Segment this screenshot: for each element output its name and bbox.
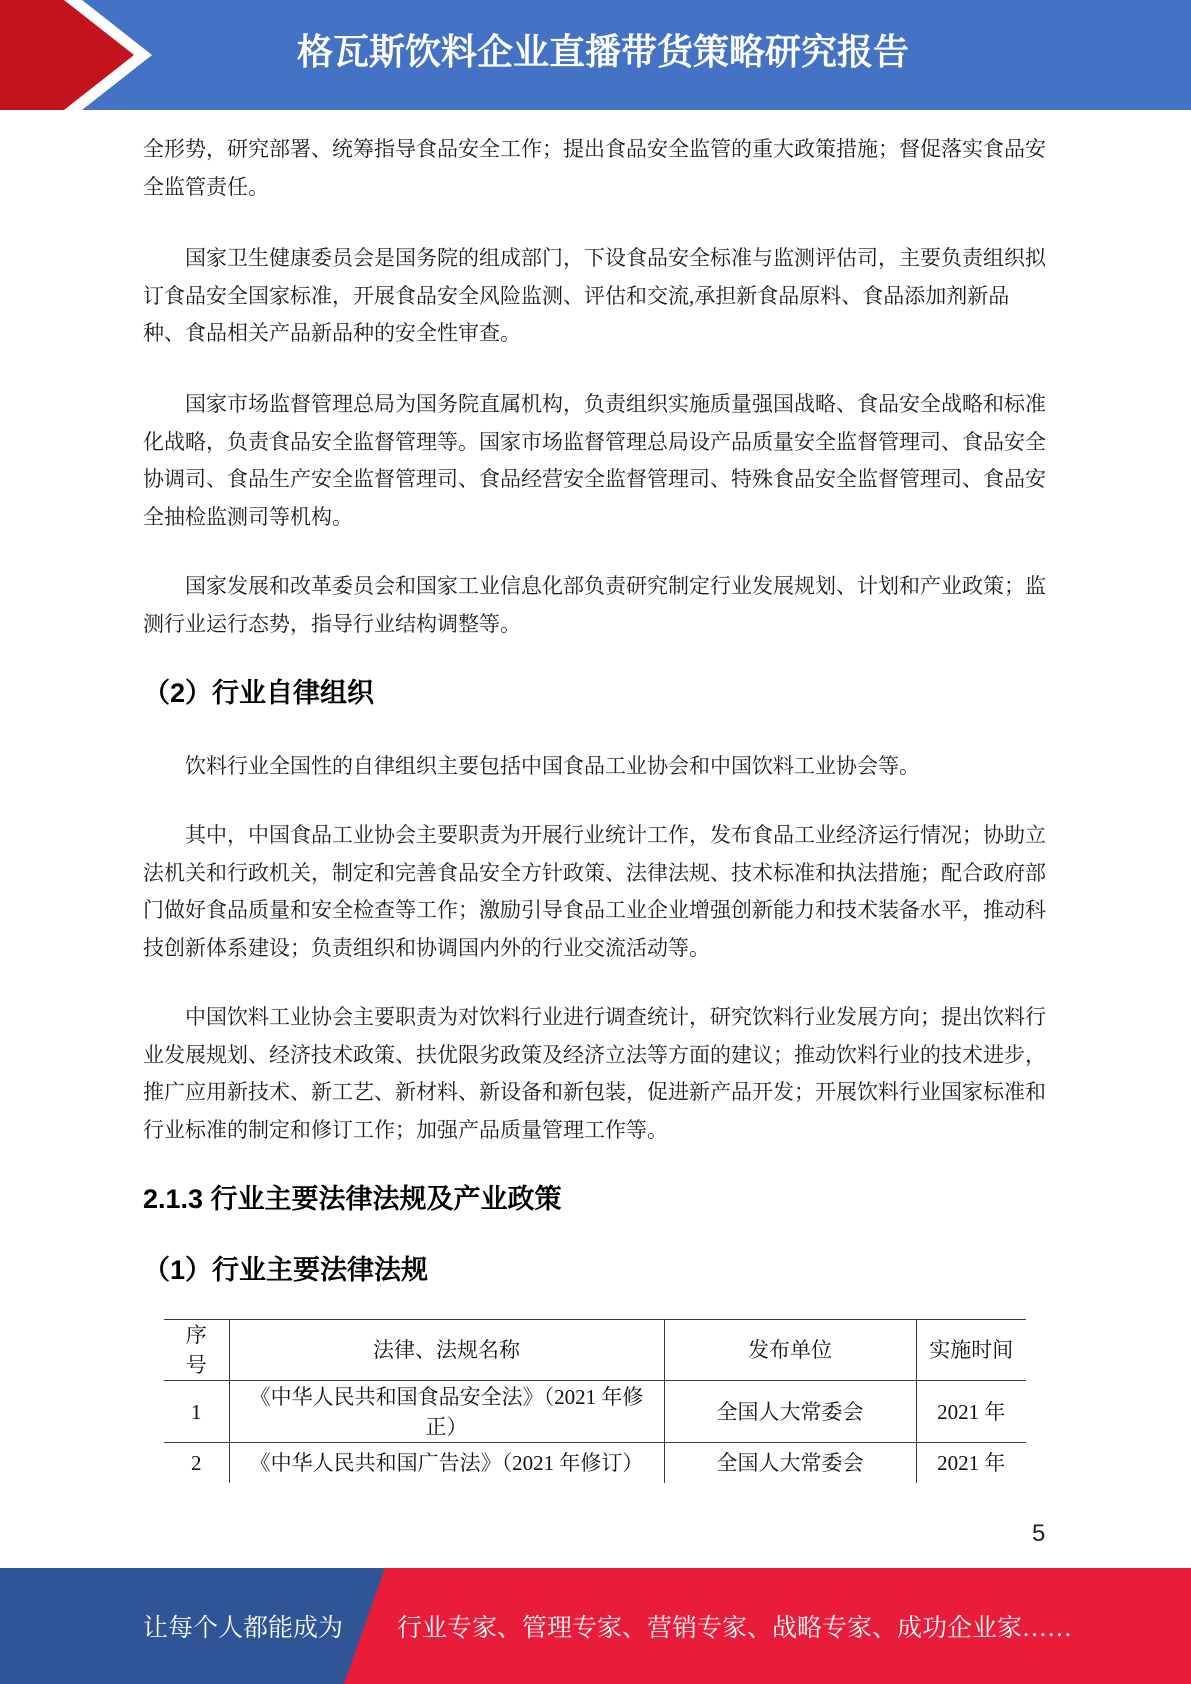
column-header-index: 序号	[164, 1320, 229, 1381]
table-cell-law-name: 《中华人民共和国食品安全法》（2021 年修正）	[229, 1381, 664, 1443]
section-heading-laws: （1）行业主要法律法规	[143, 1255, 429, 1285]
table-cell-index: 1	[164, 1381, 229, 1443]
table-header-row	[164, 1320, 1026, 1381]
body-paragraph: 中国饮料工业协会主要职责为对饮料行业进行调查统计，研究饮料行业发展方向；提出饮料行业发展规划、经济技术政策、扶优限劣政策及经济立法等方面的建议；推动饮料行业的技术进步，推广应用新技术、新工艺、新材料、新设备和新包装，促进新产品开发；开展饮料行业国家标准和行业标准的制定和修订工作；加强产品质量管理工作等。	[143, 1005, 1046, 1143]
report-footer	[0, 1568, 1191, 1684]
section-heading-laws-policies: 2.1.3 行业主要法律法规及产业政策	[143, 1184, 562, 1214]
table-cell-index: 2	[164, 1443, 229, 1483]
body-paragraph: 其中，中国食品工业协会主要职责为开展行业统计工作，发布食品工业经济运行情况；协助立法机关和行政机关，制定和完善食品安全方针政策、法律法规、技术标准和执法措施；配合政府部门做好食品质量和安全检查等工作；激励引导食品工业企业增强创新能力和技术装备水平，推动科技创新体系建设；负责组织和协调国内外的行业交流活动等。	[143, 823, 1046, 961]
chevron-red-shape	[0, 0, 134, 110]
table-row	[164, 1381, 1026, 1443]
column-header-effective-date: 实施时间	[916, 1320, 1026, 1381]
footer-slogan-roles: 行业专家、管理专家、营销专家、战略专家、成功企业家……	[397, 1615, 1073, 1642]
table-row	[164, 1443, 1026, 1483]
body-paragraph: 饮料行业全国性的自律组织主要包括中国食品工业协会和中国饮料工业协会等。	[185, 754, 920, 778]
table-cell-issuer: 全国人大常委会	[664, 1443, 916, 1483]
report-header	[0, 0, 1191, 110]
body-paragraph: 国家发展和改革委员会和国家工业信息化部负责研究制定行业发展规划、计划和产业政策；监测行业运行态势，指导行业结构调整等。	[143, 574, 1046, 636]
body-paragraph: 全形势，研究部署、统筹指导食品安全工作；提出食品安全监管的重大政策措施；督促落实食品安全监管责任。	[143, 137, 1046, 199]
footer-slogan-lead: 让每个人都能成为	[143, 1615, 344, 1642]
body-paragraph: 国家市场监督管理总局为国务院直属机构，负责组织实施质量强国战略、食品安全战略和标准化战略，负责食品安全监督管理等。国家市场监督管理总局设产品质量安全监督管理司、食品安全协调司、食品生产安全监督管理司、食品经营安全监督管理司、特殊食品安全监督管理司、食品安全抽检监测司等机构。	[143, 392, 1046, 530]
table-cell-law-name: 《中华人民共和国广告法》（2021 年修订）	[229, 1443, 664, 1483]
table-cell-issuer: 全国人大常委会	[664, 1381, 916, 1443]
column-header-issuer: 发布单位	[664, 1320, 916, 1381]
report-title: 格瓦斯饮料企业直播带货策略研究报告	[297, 31, 910, 72]
section-heading-self-regulation: （2）行业自律组织	[143, 678, 375, 708]
column-header-law-name: 法律、法规名称	[229, 1320, 664, 1381]
table-cell-effective-date: 2021 年	[916, 1443, 1026, 1483]
page-number: 5	[1032, 1520, 1046, 1547]
header-chevron-graphic	[0, 0, 160, 110]
table-cell-effective-date: 2021 年	[916, 1381, 1026, 1443]
laws-table	[164, 1319, 1026, 1483]
body-paragraph: 国家卫生健康委员会是国务院的组成部门，下设食品安全标准与监测评估司，主要负责组织拟订食品安全国家标准，开展食品安全风险监测、评估和交流,承担新食品原料、食品添加剂新品种、食品相关产品新品种的安全性审查。	[143, 246, 1046, 346]
